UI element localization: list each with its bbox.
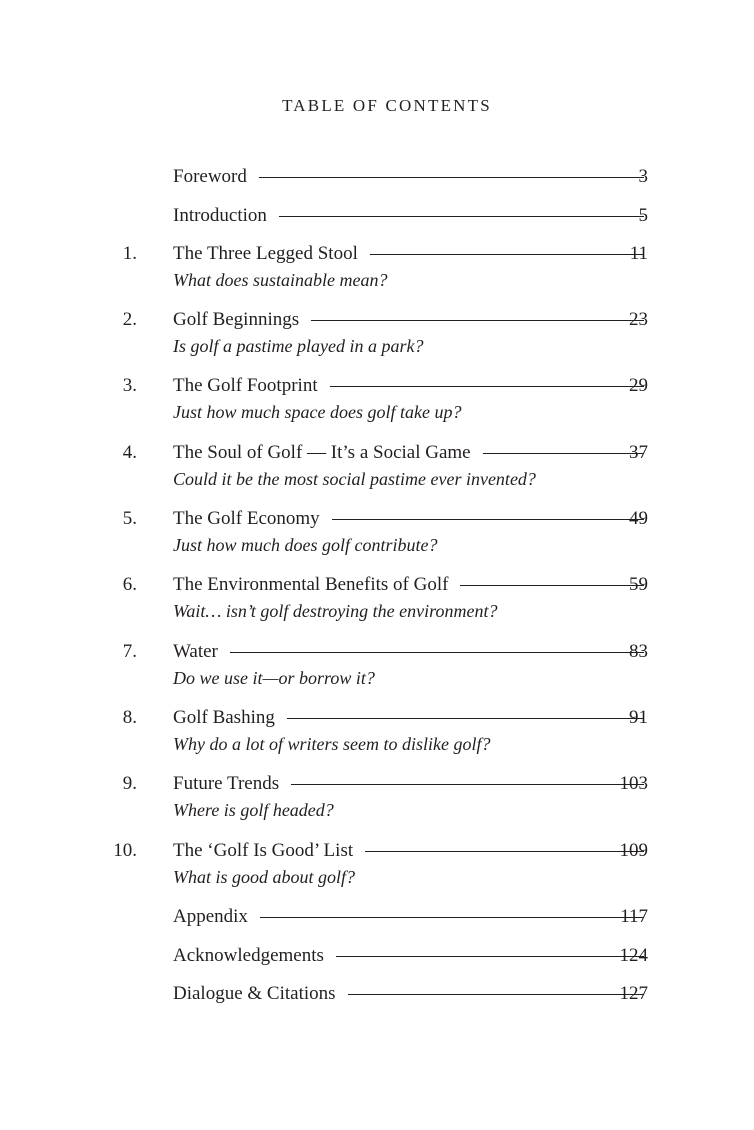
entry-subtitle: Just how much does golf contribute? bbox=[173, 535, 438, 555]
toc-entry-chapter-2 bbox=[0, 307, 754, 356]
entry-title: Golf Beginnings bbox=[173, 309, 300, 330]
entry-title: The ‘Golf Is Good’ List bbox=[173, 840, 354, 861]
entry-number: 5. bbox=[122, 508, 137, 529]
entry-subtitle: Where is golf headed? bbox=[173, 800, 334, 820]
entry-title: Acknowledgements bbox=[173, 945, 324, 966]
entry-number: 10. bbox=[113, 840, 137, 861]
entry-subtitle: Why do a lot of writers seem to dislike golf? bbox=[173, 734, 491, 754]
entry-subtitle: Just how much space does golf take up? bbox=[173, 402, 462, 422]
entry-number: 3. bbox=[122, 375, 137, 396]
entry-page-number: 124 bbox=[619, 945, 648, 966]
entry-subtitle: Wait… isn’t golf destroying the environment? bbox=[173, 601, 498, 621]
entry-title: The Three Legged Stool bbox=[173, 243, 358, 264]
entry-title: The Golf Economy bbox=[173, 508, 320, 529]
entry-subtitle: Do we use it—or borrow it? bbox=[173, 668, 375, 688]
entry-page-number: 3 bbox=[638, 166, 648, 187]
entry-page-number: 127 bbox=[619, 983, 648, 1004]
entry-subtitle: What is good about golf? bbox=[173, 867, 356, 887]
toc-entry-chapter-9 bbox=[0, 771, 754, 820]
leader-line bbox=[287, 718, 644, 719]
entry-page-number: 117 bbox=[620, 906, 648, 927]
toc-entry-appendix bbox=[0, 904, 754, 930]
toc-entry-chapter-10 bbox=[0, 838, 754, 887]
entry-page-number: 29 bbox=[629, 375, 648, 396]
entry-number: 8. bbox=[122, 707, 137, 728]
leader-line bbox=[260, 917, 644, 918]
leader-line bbox=[330, 386, 644, 387]
toc-entry-foreword bbox=[0, 164, 754, 190]
toc-entry-chapter-7 bbox=[0, 639, 754, 688]
entry-page-number: 59 bbox=[629, 574, 648, 595]
entry-number: 4. bbox=[122, 442, 137, 463]
entry-title: Introduction bbox=[173, 205, 267, 226]
leader-line bbox=[230, 652, 644, 653]
leader-line bbox=[460, 585, 644, 586]
entry-number: 2. bbox=[122, 309, 137, 330]
entry-page-number: 49 bbox=[629, 508, 648, 529]
leader-line bbox=[365, 851, 644, 852]
entry-number: 7. bbox=[122, 641, 137, 662]
leader-line bbox=[370, 254, 644, 255]
entry-subtitle: What does sustainable mean? bbox=[173, 270, 388, 290]
entry-number: 1. bbox=[122, 243, 137, 264]
toc-entry-introduction bbox=[0, 203, 754, 229]
entry-page-number: 91 bbox=[629, 707, 648, 728]
toc-entry-chapter-5 bbox=[0, 506, 754, 555]
entry-title: Foreword bbox=[173, 166, 247, 187]
entry-number: 6. bbox=[122, 574, 137, 595]
leader-line bbox=[311, 320, 644, 321]
leader-line bbox=[483, 453, 644, 454]
toc-entry-chapter-6 bbox=[0, 572, 754, 621]
page-title: TABLE OF CONTENTS bbox=[282, 96, 492, 115]
entry-page-number: 103 bbox=[619, 773, 648, 794]
toc-entry-dialogue-citations bbox=[0, 981, 754, 1007]
toc-entry-chapter-3 bbox=[0, 373, 754, 422]
entry-title: Golf Bashing bbox=[173, 707, 275, 728]
entry-subtitle: Is golf a pastime played in a park? bbox=[173, 336, 424, 356]
entry-page-number: 5 bbox=[638, 205, 648, 226]
entry-page-number: 83 bbox=[629, 641, 648, 662]
leader-line bbox=[348, 994, 644, 995]
entry-subtitle: Could it be the most social pastime ever invented? bbox=[173, 469, 536, 489]
entry-title: Future Trends bbox=[173, 773, 280, 794]
toc-entry-chapter-1 bbox=[0, 241, 754, 290]
entry-page-number: 23 bbox=[629, 309, 648, 330]
entry-page-number: 37 bbox=[629, 442, 648, 463]
entry-title: The Environmental Benefits of Golf bbox=[173, 574, 449, 595]
entry-number: 9. bbox=[122, 773, 137, 794]
toc-entry-chapter-8 bbox=[0, 705, 754, 754]
leader-line bbox=[259, 177, 644, 178]
entry-title: The Golf Footprint bbox=[173, 375, 318, 396]
entry-page-number: 11 bbox=[629, 243, 648, 264]
leader-line bbox=[336, 956, 644, 957]
leader-line bbox=[279, 216, 644, 217]
entry-page-number: 109 bbox=[619, 840, 648, 861]
entry-title: Water bbox=[173, 641, 218, 662]
entry-title: Dialogue & Citations bbox=[173, 983, 336, 1004]
leader-line bbox=[332, 519, 644, 520]
entry-title: Appendix bbox=[173, 906, 248, 927]
leader-line bbox=[291, 784, 644, 785]
entry-title: The Soul of Golf — It’s a Social Game bbox=[173, 442, 471, 463]
toc-entry-acknowledgements bbox=[0, 943, 754, 969]
toc-entry-chapter-4 bbox=[0, 440, 754, 489]
